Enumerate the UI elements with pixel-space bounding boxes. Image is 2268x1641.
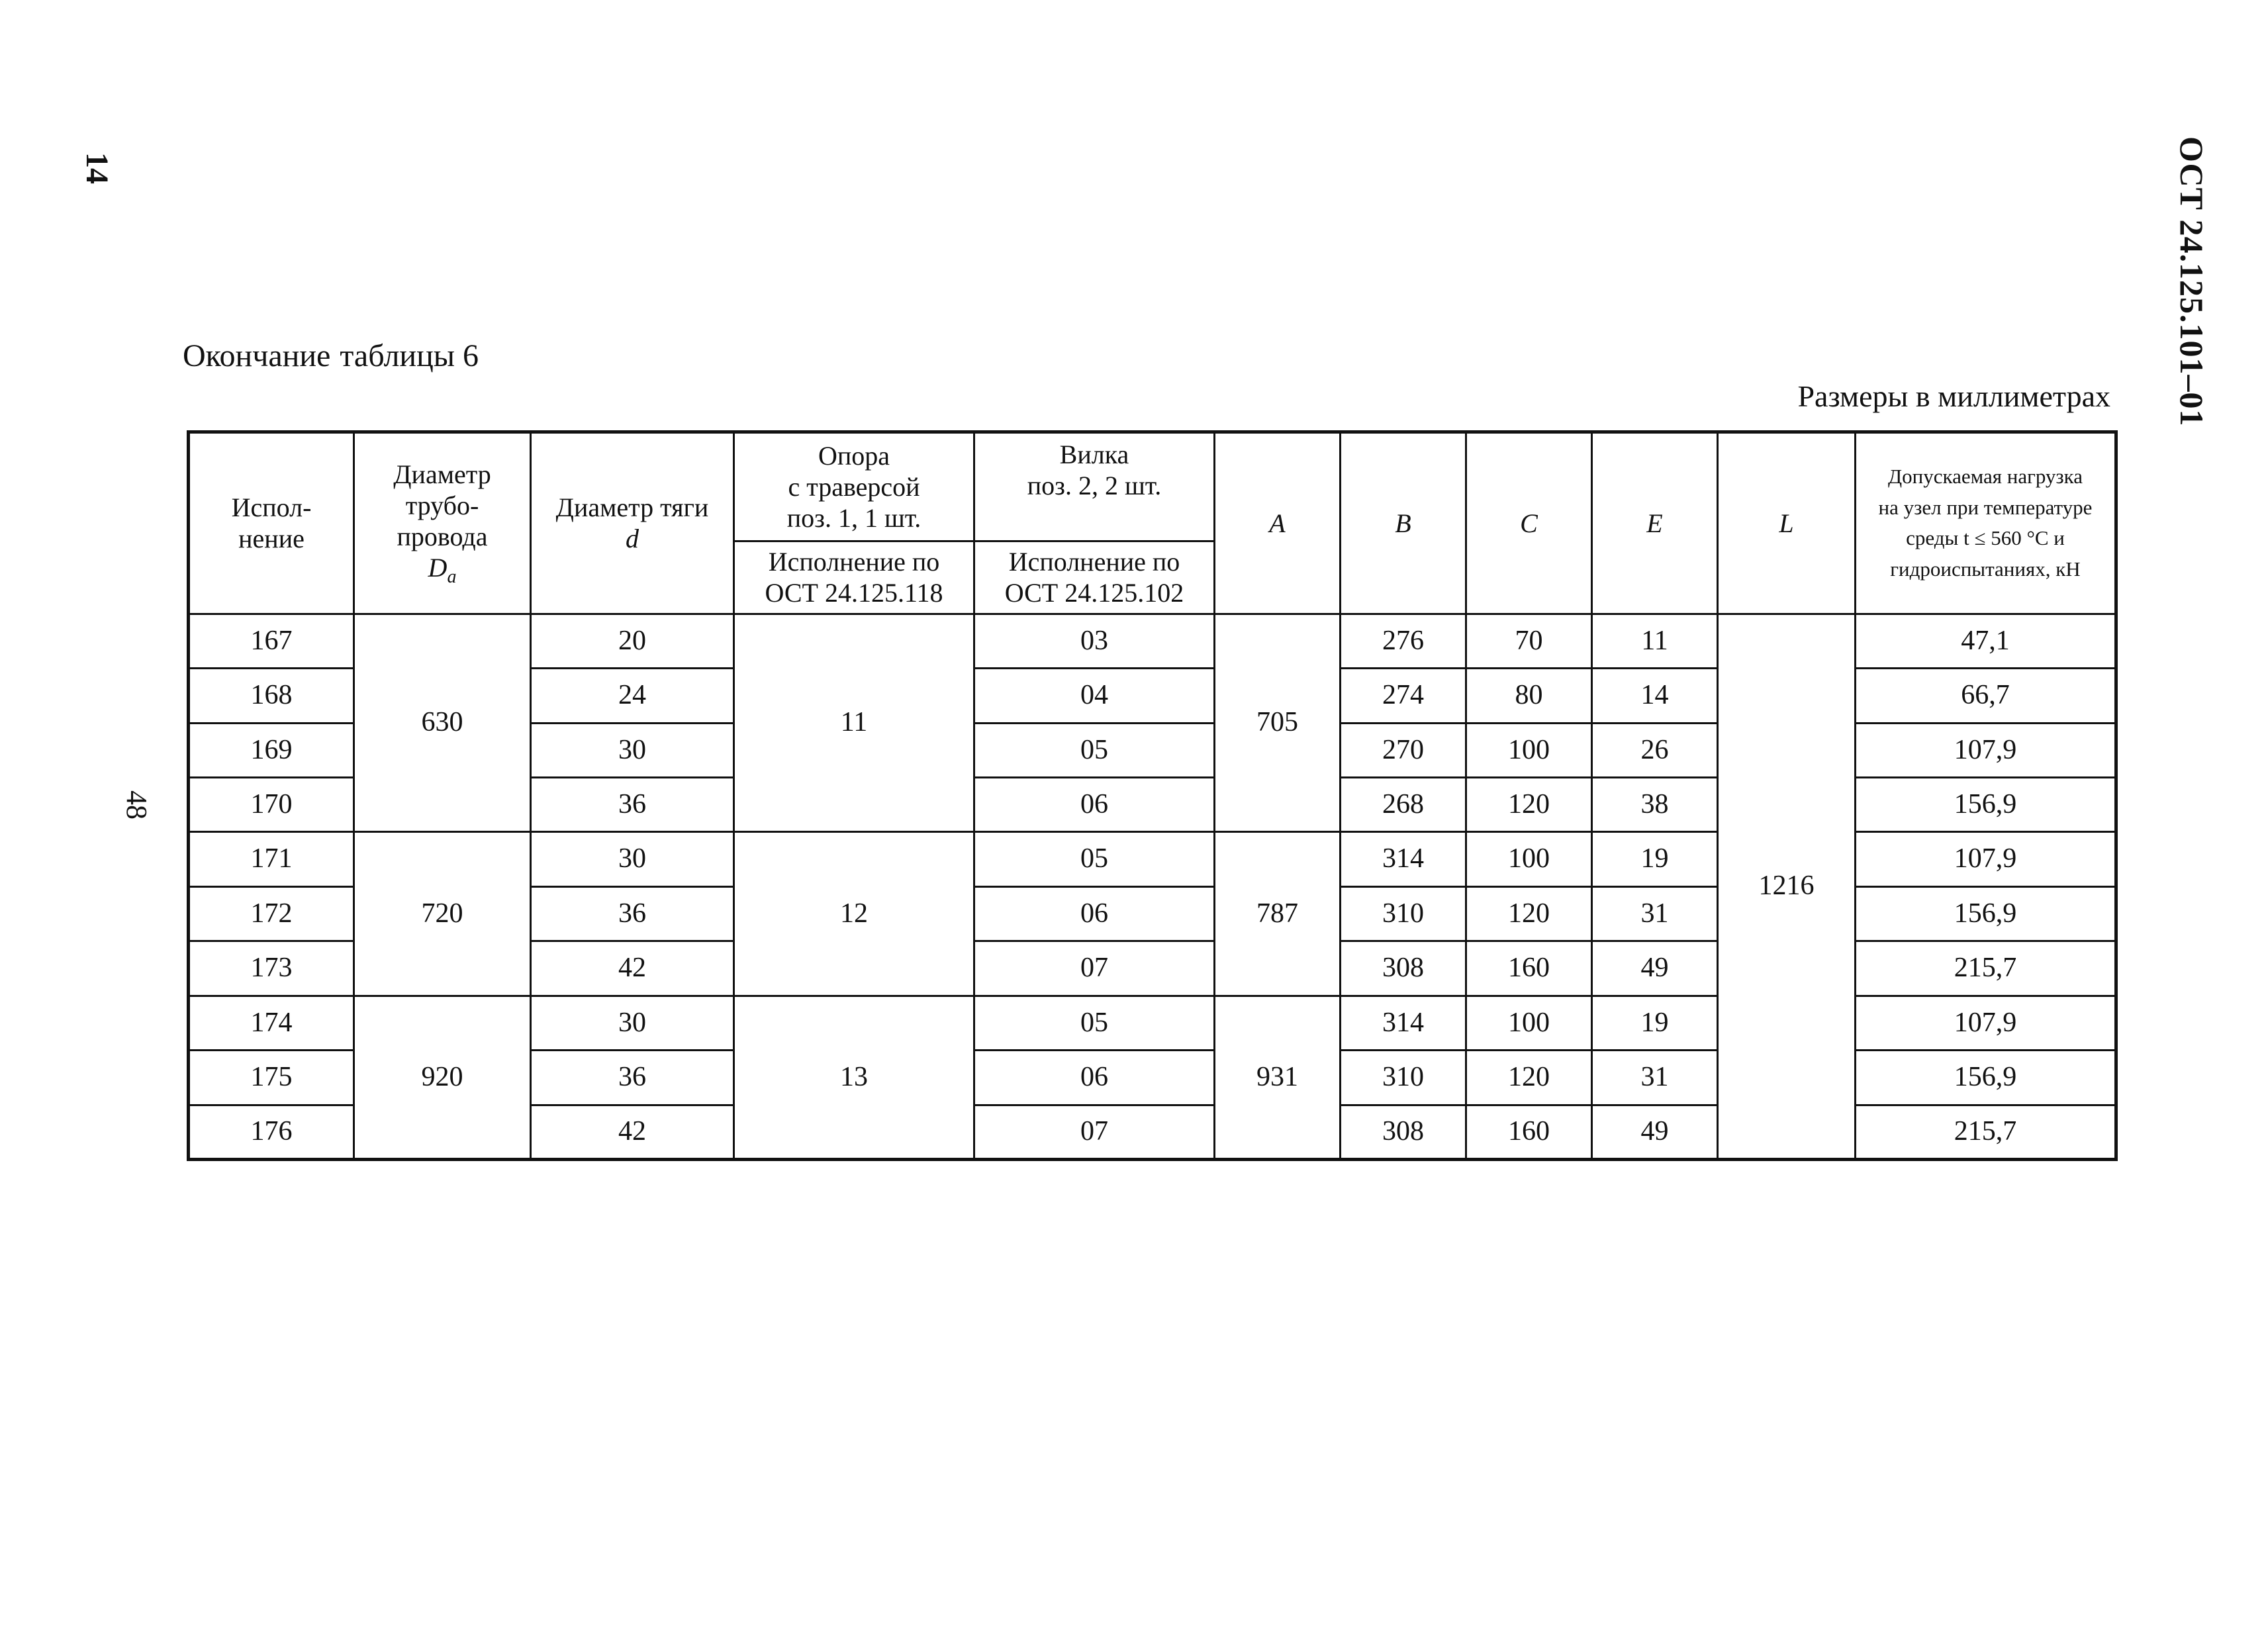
cell-diam-pipe: 630 bbox=[354, 614, 531, 832]
table-row bbox=[189, 614, 2116, 668]
cell-c: 100 bbox=[1466, 723, 1592, 777]
header-load-line4: гидроиспытаниях, кН bbox=[1890, 557, 2081, 581]
header-fork-std bbox=[974, 541, 1215, 614]
cell-load: 215,7 bbox=[1856, 941, 2116, 996]
cell-e: 14 bbox=[1592, 669, 1718, 723]
cell-diam-rod: 42 bbox=[531, 941, 734, 996]
cell-l: 1216 bbox=[1718, 614, 1856, 1159]
cell-c: 70 bbox=[1466, 614, 1592, 668]
header-load-line2: на узел при температуре bbox=[1878, 495, 2093, 519]
dimensions-table bbox=[187, 430, 2118, 1161]
header-support-line2: с траверсой bbox=[788, 471, 920, 502]
sheet-number: 48 bbox=[120, 790, 153, 820]
cell-b: 270 bbox=[1341, 723, 1466, 777]
header-diam-rod-symbol: d bbox=[626, 524, 639, 554]
cell-c: 120 bbox=[1466, 778, 1592, 832]
cell-a: 931 bbox=[1215, 996, 1341, 1159]
cell-e: 49 bbox=[1592, 941, 1718, 996]
cell-b: 308 bbox=[1341, 1105, 1466, 1159]
cell-fork: 05 bbox=[974, 832, 1215, 886]
cell-diam-rod: 20 bbox=[531, 614, 734, 668]
cell-e: 19 bbox=[1592, 996, 1718, 1050]
cell-fork: 03 bbox=[974, 614, 1215, 668]
cell-fork: 07 bbox=[974, 1105, 1215, 1159]
header-diam-pipe-symbol: D bbox=[428, 553, 448, 583]
cell-support: 11 bbox=[734, 614, 974, 832]
page-number: 14 bbox=[79, 152, 115, 184]
cell-e: 38 bbox=[1592, 778, 1718, 832]
cell-fork: 07 bbox=[974, 941, 1215, 996]
cell-c: 160 bbox=[1466, 1105, 1592, 1159]
cell-diam-rod: 30 bbox=[531, 996, 734, 1050]
cell-c: 120 bbox=[1466, 1051, 1592, 1105]
cell-ispolnenie: 169 bbox=[189, 723, 354, 777]
cell-load: 107,9 bbox=[1856, 723, 2116, 777]
cell-b: 274 bbox=[1341, 669, 1466, 723]
cell-fork: 06 bbox=[974, 886, 1215, 941]
header-fork-std-line2: ОСТ 24.125.102 bbox=[1004, 578, 1184, 608]
header-support bbox=[734, 432, 974, 541]
cell-ispolnenie: 167 bbox=[189, 614, 354, 668]
cell-ispolnenie: 175 bbox=[189, 1051, 354, 1105]
cell-diam-pipe: 720 bbox=[354, 832, 531, 996]
cell-b: 314 bbox=[1341, 996, 1466, 1050]
cell-fork: 06 bbox=[974, 778, 1215, 832]
header-support-line1: Опора bbox=[818, 440, 890, 471]
cell-load: 215,7 bbox=[1856, 1105, 2116, 1159]
cell-diam-rod: 24 bbox=[531, 669, 734, 723]
cell-ispolnenie: 171 bbox=[189, 832, 354, 886]
cell-ispolnenie: 168 bbox=[189, 669, 354, 723]
header-b: B bbox=[1341, 432, 1466, 614]
document-code: ОСТ 24.125.101–01 bbox=[2173, 136, 2210, 427]
cell-load: 107,9 bbox=[1856, 832, 2116, 886]
header-e: E bbox=[1592, 432, 1718, 614]
cell-ispolnenie: 174 bbox=[189, 996, 354, 1050]
cell-load: 156,9 bbox=[1856, 1051, 2116, 1105]
header-diam-pipe-line1: Диаметр bbox=[393, 459, 491, 489]
cell-load: 66,7 bbox=[1856, 669, 2116, 723]
header-diam-pipe-line2: трубо- bbox=[405, 490, 479, 520]
cell-diam-rod: 36 bbox=[531, 1051, 734, 1105]
cell-support: 12 bbox=[734, 832, 974, 996]
cell-e: 31 bbox=[1592, 886, 1718, 941]
cell-a: 787 bbox=[1215, 832, 1341, 996]
cell-c: 80 bbox=[1466, 669, 1592, 723]
cell-diam-rod: 36 bbox=[531, 778, 734, 832]
cell-ispolnenie: 173 bbox=[189, 941, 354, 996]
header-support-std-line2: ОСТ 24.125.118 bbox=[765, 578, 943, 608]
cell-diam-rod: 36 bbox=[531, 886, 734, 941]
header-fork-line1: Вилка bbox=[1059, 440, 1129, 469]
header-diam-pipe bbox=[354, 432, 531, 614]
cell-b: 268 bbox=[1341, 778, 1466, 832]
cell-e: 11 bbox=[1592, 614, 1718, 668]
cell-ispolnenie: 172 bbox=[189, 886, 354, 941]
units-note: Размеры в миллиметрах bbox=[1797, 379, 2110, 413]
header-ispolnenie-line2: нение bbox=[238, 524, 305, 554]
cell-diam-rod: 30 bbox=[531, 832, 734, 886]
cell-diam-pipe: 920 bbox=[354, 996, 531, 1159]
header-load-line3: среды t ≤ 560 °С и bbox=[1906, 526, 2065, 550]
header-ispolnenie bbox=[189, 432, 354, 614]
cell-b: 276 bbox=[1341, 614, 1466, 668]
header-ispolnenie-line1: Испол- bbox=[231, 492, 312, 523]
cell-fork: 05 bbox=[974, 996, 1215, 1050]
header-diam-pipe-line3: провода bbox=[397, 521, 488, 551]
cell-load: 156,9 bbox=[1856, 778, 2116, 832]
cell-load: 47,1 bbox=[1856, 614, 2116, 668]
caption-word-1: Окончание bbox=[183, 338, 331, 373]
cell-a: 705 bbox=[1215, 614, 1341, 832]
header-row-1 bbox=[189, 432, 2116, 541]
header-l: L bbox=[1718, 432, 1856, 614]
cell-c: 120 bbox=[1466, 886, 1592, 941]
cell-diam-rod: 30 bbox=[531, 723, 734, 777]
table-caption bbox=[183, 338, 479, 374]
caption-word-2: таблицы 6 bbox=[340, 338, 479, 373]
header-load bbox=[1856, 432, 2116, 614]
cell-fork: 05 bbox=[974, 723, 1215, 777]
cell-fork: 04 bbox=[974, 669, 1215, 723]
cell-b: 308 bbox=[1341, 941, 1466, 996]
header-fork-line2: поз. 2, 2 шт. bbox=[1027, 471, 1162, 501]
header-diam-pipe-subscript: a bbox=[447, 567, 457, 588]
cell-fork: 06 bbox=[974, 1051, 1215, 1105]
cell-c: 100 bbox=[1466, 996, 1592, 1050]
cell-ispolnenie: 170 bbox=[189, 778, 354, 832]
cell-ispolnenie: 176 bbox=[189, 1105, 354, 1159]
cell-e: 19 bbox=[1592, 832, 1718, 886]
cell-load: 107,9 bbox=[1856, 996, 2116, 1050]
cell-c: 100 bbox=[1466, 832, 1592, 886]
header-fork-std-line1: Исполнение по bbox=[1008, 547, 1180, 577]
cell-e: 31 bbox=[1592, 1051, 1718, 1105]
cell-load: 156,9 bbox=[1856, 886, 2116, 941]
cell-support: 13 bbox=[734, 996, 974, 1159]
header-support-std-line1: Исполнение по bbox=[768, 547, 940, 577]
header-fork bbox=[974, 432, 1215, 541]
cell-c: 160 bbox=[1466, 941, 1592, 996]
cell-b: 314 bbox=[1341, 832, 1466, 886]
header-diam-rod-line1: Диаметр тяги bbox=[555, 492, 709, 523]
cell-b: 310 bbox=[1341, 1051, 1466, 1105]
header-support-line3: поз. 1, 1 шт. bbox=[786, 503, 921, 534]
cell-b: 310 bbox=[1341, 886, 1466, 941]
header-a: A bbox=[1215, 432, 1341, 614]
cell-diam-rod: 42 bbox=[531, 1105, 734, 1159]
cell-e: 49 bbox=[1592, 1105, 1718, 1159]
header-support-std bbox=[734, 541, 974, 614]
header-diam-rod bbox=[531, 432, 734, 614]
header-c: C bbox=[1466, 432, 1592, 614]
cell-e: 26 bbox=[1592, 723, 1718, 777]
header-load-line1: Допускаемая нагрузка bbox=[1887, 465, 2083, 489]
